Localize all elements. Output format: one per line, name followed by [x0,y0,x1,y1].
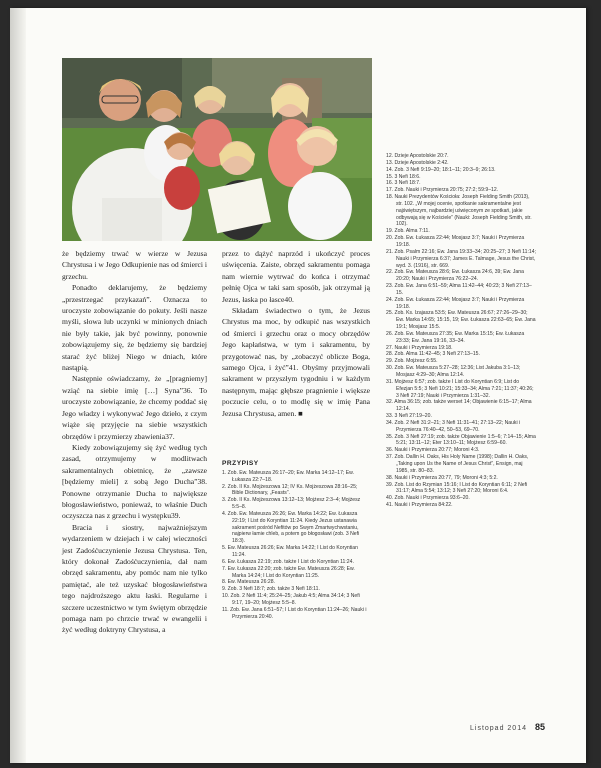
family-photo [62,58,372,241]
family-photo-image [62,58,372,241]
footnotes-heading: PRZYPISY [222,460,259,467]
footnote-item: 23. Zob. Ew. Jana 6:51–59; Alma 11:42–44; 40:23; 3 Nefi 27:13–15. [386,283,532,296]
footnote-item: 21. Zob. Psalm 22:16; Ew. Jana 19:33–34; 20:25–27; 3 Nefi 11:14; Nauki i Przymierza 6:37; James E. Talmage, Jesus the Christ, wyd. 3. (1916), str. 669. [386,248,536,269]
footnote-item: 25. Zob. Ks. Izajasza 53:5; Ew. Mateusza 26:67; 27:26–29–30; Ew. Marka 14:65; 15:15, 19; Ew. Łukasza 22:63–65; Ew. Jana 19:1; Mosjasz 15:5. [386,310,536,331]
footnotes-block-1 [222,461,370,620]
footnote-item: 17. Zob. Nauki i Przymierza 20:75; 27:2; 59:9–12. [386,187,499,194]
footnote-item: 9. Zob. 3 Nefi 18:7; zob. także 3 Nefi 18:11. [222,586,320,593]
footnote-item: 32. Alma 36:15; zob. także werset 14; Objawienie 6:15–17; Alma 12:14. [386,399,532,413]
footnote-item: 22. Zob. Ew. Mateusza 28:6; Ew. Łukasza 24:6, 39; Ew. Jana 20:20; Nauki i Przymierza 76:22–24. [386,269,524,283]
footnotes-list-1 [222,470,370,621]
footnote-item: 40. Zob. Nauki i Przymierza 93:6–20. [386,495,470,502]
footnote-item: 24. Zob. Ew. Łukasza 22:44; Mosjasz 3:7; Nauki i Przymierza 19:18. [386,296,525,310]
footnote-item: 38. Nauki i Przymierza 20:77, 79; Moroni 4:3; 5:2. [386,474,498,481]
footnote-item: 13. Dzieje Apostolskie 2:42. [386,159,449,166]
footnote-item: 35. Zob. 3 Nefi 27:19; zob. także Objawienie 1:5–6; 7:14–15; Alma 5:21; 13:11–12; Eter 13:10–11; Mojżesz 6:59–60. [386,433,536,447]
footnote-item: 11. Zob. Ew. Jana 6:51–57; I List do Koryntian 11:24–26; Nauki i Przymierza 20:40. [222,606,367,620]
footnote-item: 31. Mojżesz 6:57; zob. także I List do Koryntian 6:9; List do Efezjan 5:5; 3 Nefi 10:21; 15:33–34; Alma 7:21; 11:37; 40:26; 3 Nefi 27:19; Nauki i Przymierza 1:31–32. [386,378,534,399]
article-column-1 [62,248,207,636]
page-number: 85 [534,722,545,732]
footnote-item: 26. Zob. Ew. Mateusza 27:35; Ew. Marka 15:15; Ew. Łukasza 23:33; Ew. Jana 19:16, 33–34. [386,330,525,344]
footnote-item: 18. Nauki Prezydentów Kościoła: Joseph Fielding Smith (2013), str. 102. „W mojej ocenie, spotkanie sakramentalne jest najświętszym, najbardziej uświęconym ze spotkań, jakie odbywają się w Kościele” (Nauki: Joseph Fielding Smith, str. 102). [386,194,532,228]
footnotes-block-2 [386,153,536,509]
page-gutter [10,8,26,763]
footnote-item: 5. Ew. Mateusza 26:26; Ew. Marka 14:22; I List do Koryntian 11:24. [222,545,358,558]
footnote-item: 19. Zob. Alma 7:11. [386,228,430,235]
footnote-item: 15. 3 Nefi 18:6. [386,173,421,180]
footnote-item: 36. Nauki i Przymierza 20:77; Moroni 4:3. [386,447,480,454]
footnote-item: 8. Ew. Mateusza 26:28. [222,579,275,586]
footnote-item: 12. Dzieje Apostolskie 20:7. [386,153,449,159]
issue-label: Listopad 2014 [470,725,527,732]
footnote-item: 14. Zob. 3 Nefi 9:19–20; 18:1–11; 20:3–9; 26:13. [386,166,496,173]
footnote-item: 4. Zob. Ew. Mateusza 26:26; Ew. Marka 14:22; Ew. Łukasza 22:19; I List do Koryntian 11:24. Kiedy Jezus ustanawia sakrament pośród Nefitów po Swym Zmartwychwstaniu, najpierw łamie chleb, a potem go błogosławi (zob. 3 Nefi 18:3). [222,510,360,545]
paragraph: Ponadto deklarujemy, że będziemy „przestrzegać przykazań”. Oznacza to uroczyste zobowiązanie do pokuty. Jeśli nasze myśli, słowa lub uczynki w minionych dniach nie były takie, jak być powinny, ponownie zobowiązujemy się, że będziemy się bardziej starać żyć bliżej Niego w dniach, które nastąpią. [62,283,207,373]
footnote-item: 1. Zob. Ew. Mateusza 26:17–20; Ew. Marka 14:12–17; Ew. Łukasza 22:7–18. [222,469,354,483]
paragraph: Składam świadectwo o tym, że Jezus Chrystus ma moc, by odkupić nas wszystkich od śmierci i grzechu oraz o mocy obrzędów Jego kapłaństwa, w tym i sakramentu, by przygotować nas, by „zobaczyć oblicze Boga, samego Ojca, i żyć”41. Obyśmy przyjmowali sakrament w przyszłym tygodniu i w każdym następnym, mając głębsze pragnienie i większe poczucie celu, o to modlę się w imię Pana Jezusa Chrystusa, amen. ■ [222,306,370,418]
article-column-2 [222,248,370,419]
paragraph: przez to dążyć naprzód i ukończyć proces uświęcenia. Zaiste, obrzęd sakramentu pomaga nam wiernie wytrwać do końca i otrzymać pełnię Ojca w taki sam sposób, jak otrzymał ją Jezus, łaska po łasce40. [222,249,370,304]
footnote-item: 16. 3 Nefi 18:7. [386,180,421,187]
footnote-item: 33. 3 Nefi 27:19–20. [386,413,432,420]
footnote-item: 28. Zob. Alma 11:42–45; 3 Nefi 27:13–15. [386,351,480,358]
footnote-item: 29. Zob. Mojżesz 6:55. [386,358,438,365]
paragraph: że będziemy trwać w wierze w Jezusa Chrystusa i w Jego Odkupienie nas od śmierci i grzechu. [62,249,207,281]
footnote-item: 3. Zob. II Ks. Mojżeszowa 13:12–13; Mojżesz 2:3–4; Mojżesz 5:5–8. [222,497,361,511]
footnote-item: 41. Nauki i Przymierza 84:22. [386,502,453,509]
footnote-item: 7. Ew. Łukasza 22:20; zob. także Ew. Mateusza 26:28; Ew. Marka 14:24; I List do Koryntian 11:25. [222,565,355,579]
page-footer [470,722,545,732]
footnote-item: 34. Zob. 2 Nefi 31:2–21; 3 Nefi 11:31–41; 27:13–22; Nauki i Przymierza 76:40–42, 50–53, 69–70. [386,419,521,433]
footnote-item: 27. Nauki i Przymierza 19:18. [386,344,453,351]
footnote-item: 6. Ew. Łukasza 22:19; zob. także I List do Koryntian 11:24. [222,558,354,565]
paragraph: Kiedy zobowiązujemy się żyć według tych zasad, otrzymujemy w modlitwach sakramentalnych obietnicę, że „zawsze [będziemy mieli] z sobą Jego Ducha”38. Ponowne otrzymanie Ducha to największe błogosławieństwo, ponieważ, to właśnie Duch oczyszcza nas z grzechu i występku39. [62,442,207,521]
footnote-item: 30. Zob. Ew. Mateusza 5:27–28; 12:36; List Jakuba 3:1–13; Mosjasz 4:29–30; Alma 12:14. [386,365,521,378]
footnote-item: 2. Zob. II Ks. Mojżeszowa 12; IV Ks. Mojżeszowa 28:16–25; Bible Dictionary, „Feasts”. [222,483,358,497]
footnote-item: 20. Zob. Ew. Łukasza 22:44; Mosjasz 3:7; Nauki i Przymierza 19:18. [386,235,525,248]
footnote-item: 10. Zob. 2 Nefi 11:4; 25:24–25; Jakub 4:5; Alma 34:14; 3 Nefi 9:17, 19–20; Mojżesz 5:5–8. [222,593,360,606]
paragraph: Bracia i siostry, najważniejszym wydarzeniem w dziejach i w całej wieczności jest Zadośćuczynienie Jezusa Chrystusa. Ten, który dokonał Zadośćuczynienia, dał nam obrzęd sakramentu, aby pomóc nam nie tylko pamiętać, ale też uzyskać błogosławieństwa tego najdroższego aktu łaski. Regularne i szczere uczestnictwo w tym świętym obrzędzie pomaga nam po chrzcie trwać w ewangelii i żyć według doktryny Chrystusa, a [62,522,207,635]
footnotes-list-2 [386,153,536,509]
footnote-item: 39. Zob. List do Rzymian 15:16; I List do Koryntian 6:11; 2 Nefi 31:17; Alma 5:54; 13:12; 3 Nefi 27:20; Moroni 6:4. [386,481,528,495]
footnote-item: 37. Zob. Dallin H. Oaks, His Holy Name (1998); Dallin H. Oaks, „Taking upon Us the Name of Jesus Christ”, Ensign, maj 1985, str. 80–83. [386,454,529,474]
paragraph: Następnie oświadczamy, że „[pragniemy] wziąć na siebie imię […] Syna”36. To uroczyste zobowiązanie, że chcemy poddać się Jego władzy i wykonywać Jego dzieło, z czym wiąże się przyjęcie na siebie wszystkich obrzędów i przymierzy zbawienia37. [62,374,207,441]
